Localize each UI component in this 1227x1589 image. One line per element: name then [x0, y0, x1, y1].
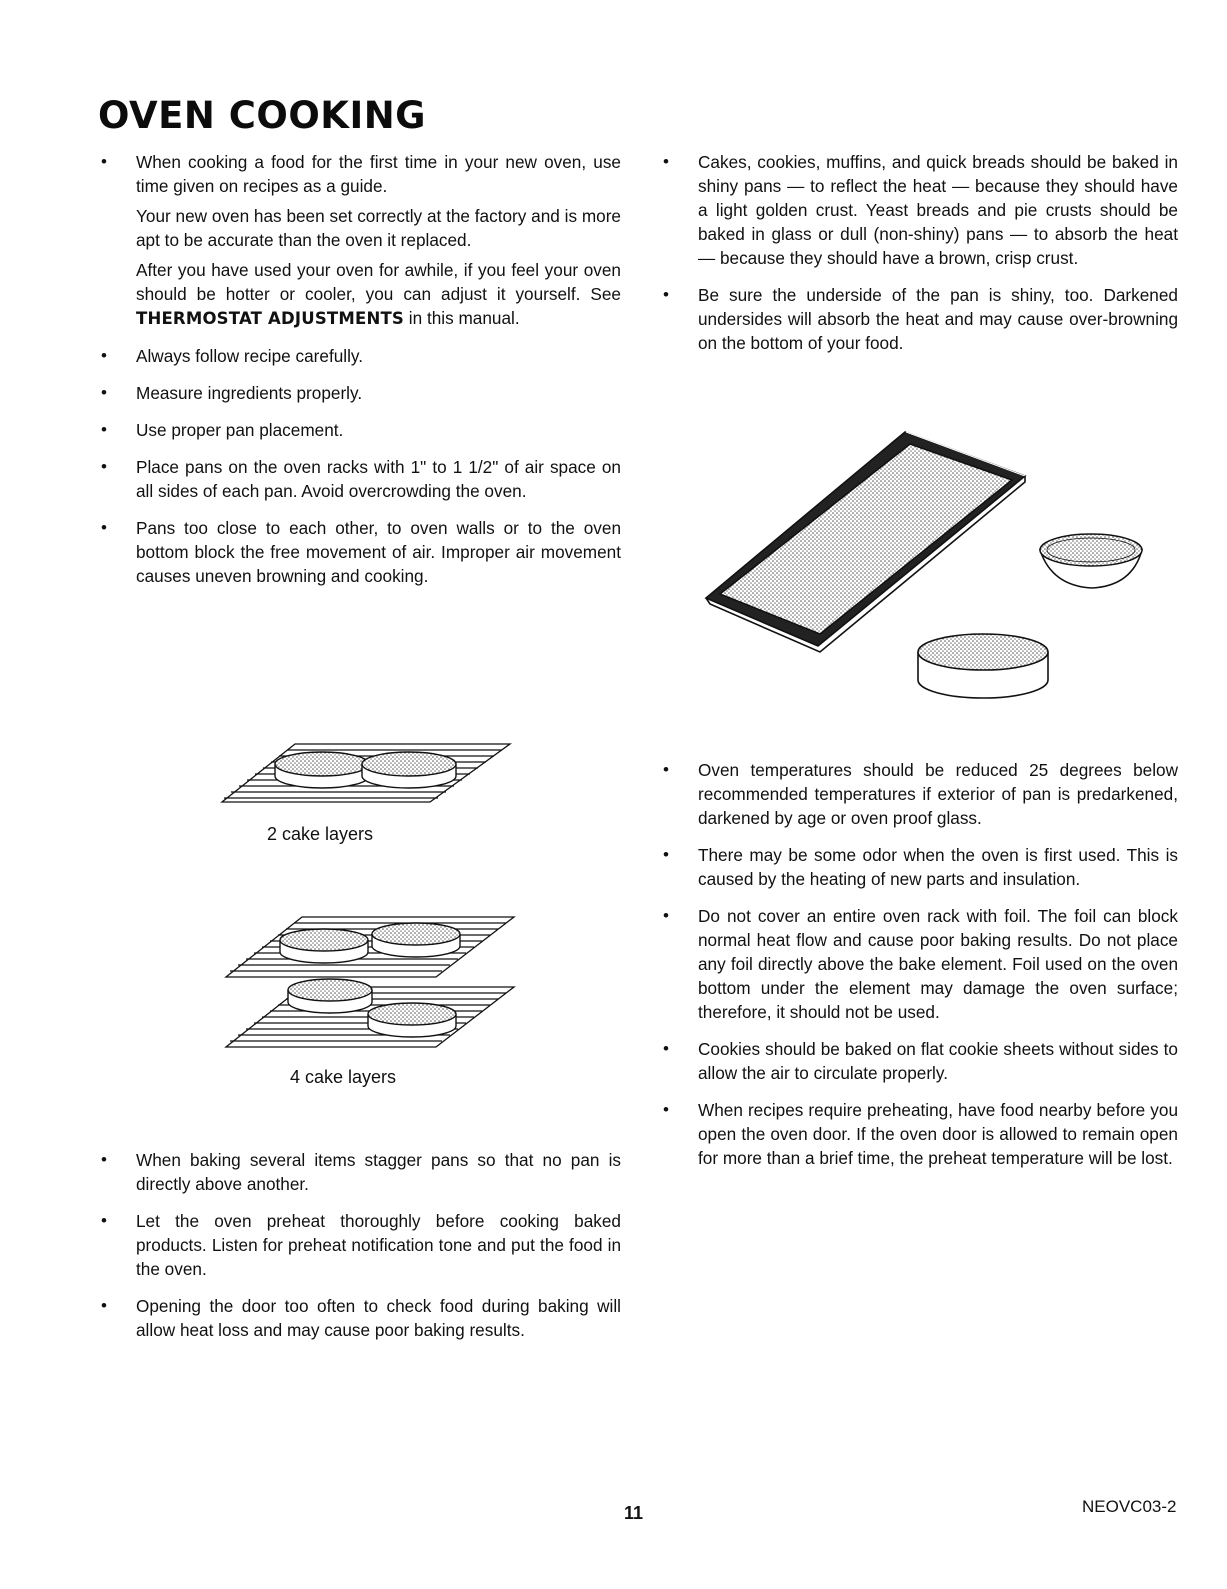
list-item	[96, 455, 621, 503]
paragraph: Your new oven has been set correctly at the factory and is more apt to be accurate than the oven it replaced.	[136, 206, 621, 250]
paragraph: When recipes require preheating, have food nearby before you open the oven door. If the oven door is allowed to remain open for more than a brief time, the preheat temperature will be lost.	[698, 1100, 1178, 1168]
paragraph: Always follow recipe carefully.	[136, 346, 364, 366]
two-cake-layers-illustration	[220, 740, 520, 810]
pie-pan	[1040, 534, 1142, 588]
four-cake-layers-caption: 4 cake layers	[289, 1067, 397, 1087]
left-column	[96, 150, 621, 601]
paragraph: There may be some odor when the oven is first used. This is caused by the heating of new parts and insulation.	[698, 845, 1178, 889]
cake-pan	[288, 979, 372, 1013]
left-column-lower	[96, 1148, 621, 1355]
paragraph: Place pans on the oven racks with 1" to 1 1/2" of air space on all sides of each pan. Avoid overcrowding the oven.	[136, 457, 621, 501]
bullet: •	[101, 518, 107, 537]
list-item	[658, 904, 1178, 1024]
bullet: •	[663, 285, 669, 304]
bullet: •	[101, 1150, 107, 1169]
paragraph: Do not cover an entire oven rack with foil. The foil can block normal heat flow and cause poor baking results. Do not place any foil directly above the bake element. Foil used on the oven bottom under the element may damage the oven surface; therefore, it should not be used.	[698, 906, 1178, 1022]
list-item	[96, 418, 621, 442]
cake-pan	[275, 752, 369, 788]
paragraph: Be sure the underside of the pan is shiny, too. Darkened undersides will absorb the heat and may cause over-browning on the bottom of your food.	[698, 285, 1178, 353]
list-item	[96, 1294, 621, 1342]
paragraph: Pans too close to each other, to oven walls or to the oven bottom block the free movement of air. Improper air movement causes uneven browning and cooking.	[136, 518, 621, 586]
two-cake-layers-caption: 2 cake layers	[266, 824, 374, 844]
list-item	[96, 516, 621, 588]
four-cake-layers-illustration	[222, 912, 522, 1057]
bullet: •	[101, 152, 107, 171]
cake-pan	[362, 752, 456, 788]
paragraph: Oven temperatures should be reduced 25 degrees below recommended temperatures if exterior of pan is predarkened, darkened by age or oven proof glass.	[698, 760, 1178, 828]
list-item	[658, 843, 1178, 891]
bullet: •	[101, 1296, 107, 1315]
paragraph: Opening the door too often to check food during baking will allow heat loss and may cause poor baking results.	[136, 1296, 621, 1340]
list-item	[96, 381, 621, 405]
thermostat-adjustments-reference: THERMOSTAT ADJUSTMENTS	[136, 309, 405, 328]
text-span: in this manual.	[404, 308, 520, 328]
bullet: •	[663, 760, 669, 779]
list-item	[658, 283, 1178, 355]
bullet: •	[101, 346, 107, 365]
list-item	[96, 1148, 621, 1196]
bullet: •	[101, 1211, 107, 1230]
list-item	[658, 1098, 1178, 1170]
right-column-lower	[658, 758, 1178, 1183]
page-number: 11	[624, 1503, 644, 1523]
paragraph: Use proper pan placement.	[136, 420, 344, 440]
round-cake-pan	[918, 634, 1048, 698]
bullet: •	[663, 1039, 669, 1058]
list-item	[96, 344, 621, 368]
list-item	[658, 1037, 1178, 1085]
bullet: •	[101, 457, 107, 476]
baking-pans-illustration	[700, 428, 1160, 703]
paragraph	[136, 258, 621, 331]
right-column	[658, 150, 1178, 368]
list-item	[658, 150, 1178, 270]
bullet: •	[663, 152, 669, 171]
page-title: OVEN COOKING	[98, 94, 427, 137]
cake-pan	[372, 923, 460, 957]
document-code: NEOVC03-2	[1082, 1497, 1177, 1516]
paragraph: Cookies should be baked on flat cookie sheets without sides to allow the air to circulate properly.	[698, 1039, 1178, 1083]
paragraph: Measure ingredients properly.	[136, 383, 363, 403]
bullet: •	[663, 845, 669, 864]
list-item	[658, 758, 1178, 830]
paragraph: Cakes, cookies, muffins, and quick breads should be baked in shiny pans — to reflect the heat — because they should have a light golden crust. Yeast breads and pie crusts should be baked in glass or dull (non-shiny) pans — to absorb the heat — because they should have a brown, crisp crust.	[698, 152, 1178, 268]
paragraph: When baking several items stagger pans so that no pan is directly above another.	[136, 1150, 621, 1194]
paragraph: Let the oven preheat thoroughly before cooking baked products. Listen for preheat notification tone and put the food in the oven.	[136, 1211, 621, 1279]
cake-pan	[368, 1003, 456, 1037]
bullet: •	[101, 383, 107, 402]
cake-pan	[280, 929, 368, 963]
cookie-sheet	[706, 432, 1025, 652]
bullet: •	[663, 1100, 669, 1119]
text-span: After you have used your oven for awhile, if you feel your oven should be hotter or cooler, you can adjust it yourself. See	[136, 260, 621, 304]
upper-oven-rack	[226, 917, 514, 977]
paragraph: When cooking a food for the first time in your new oven, use time given on recipes as a guide.	[136, 152, 621, 196]
list-item	[96, 150, 621, 331]
bullet: •	[663, 906, 669, 925]
bullet: •	[101, 420, 107, 439]
list-item	[96, 1209, 621, 1281]
